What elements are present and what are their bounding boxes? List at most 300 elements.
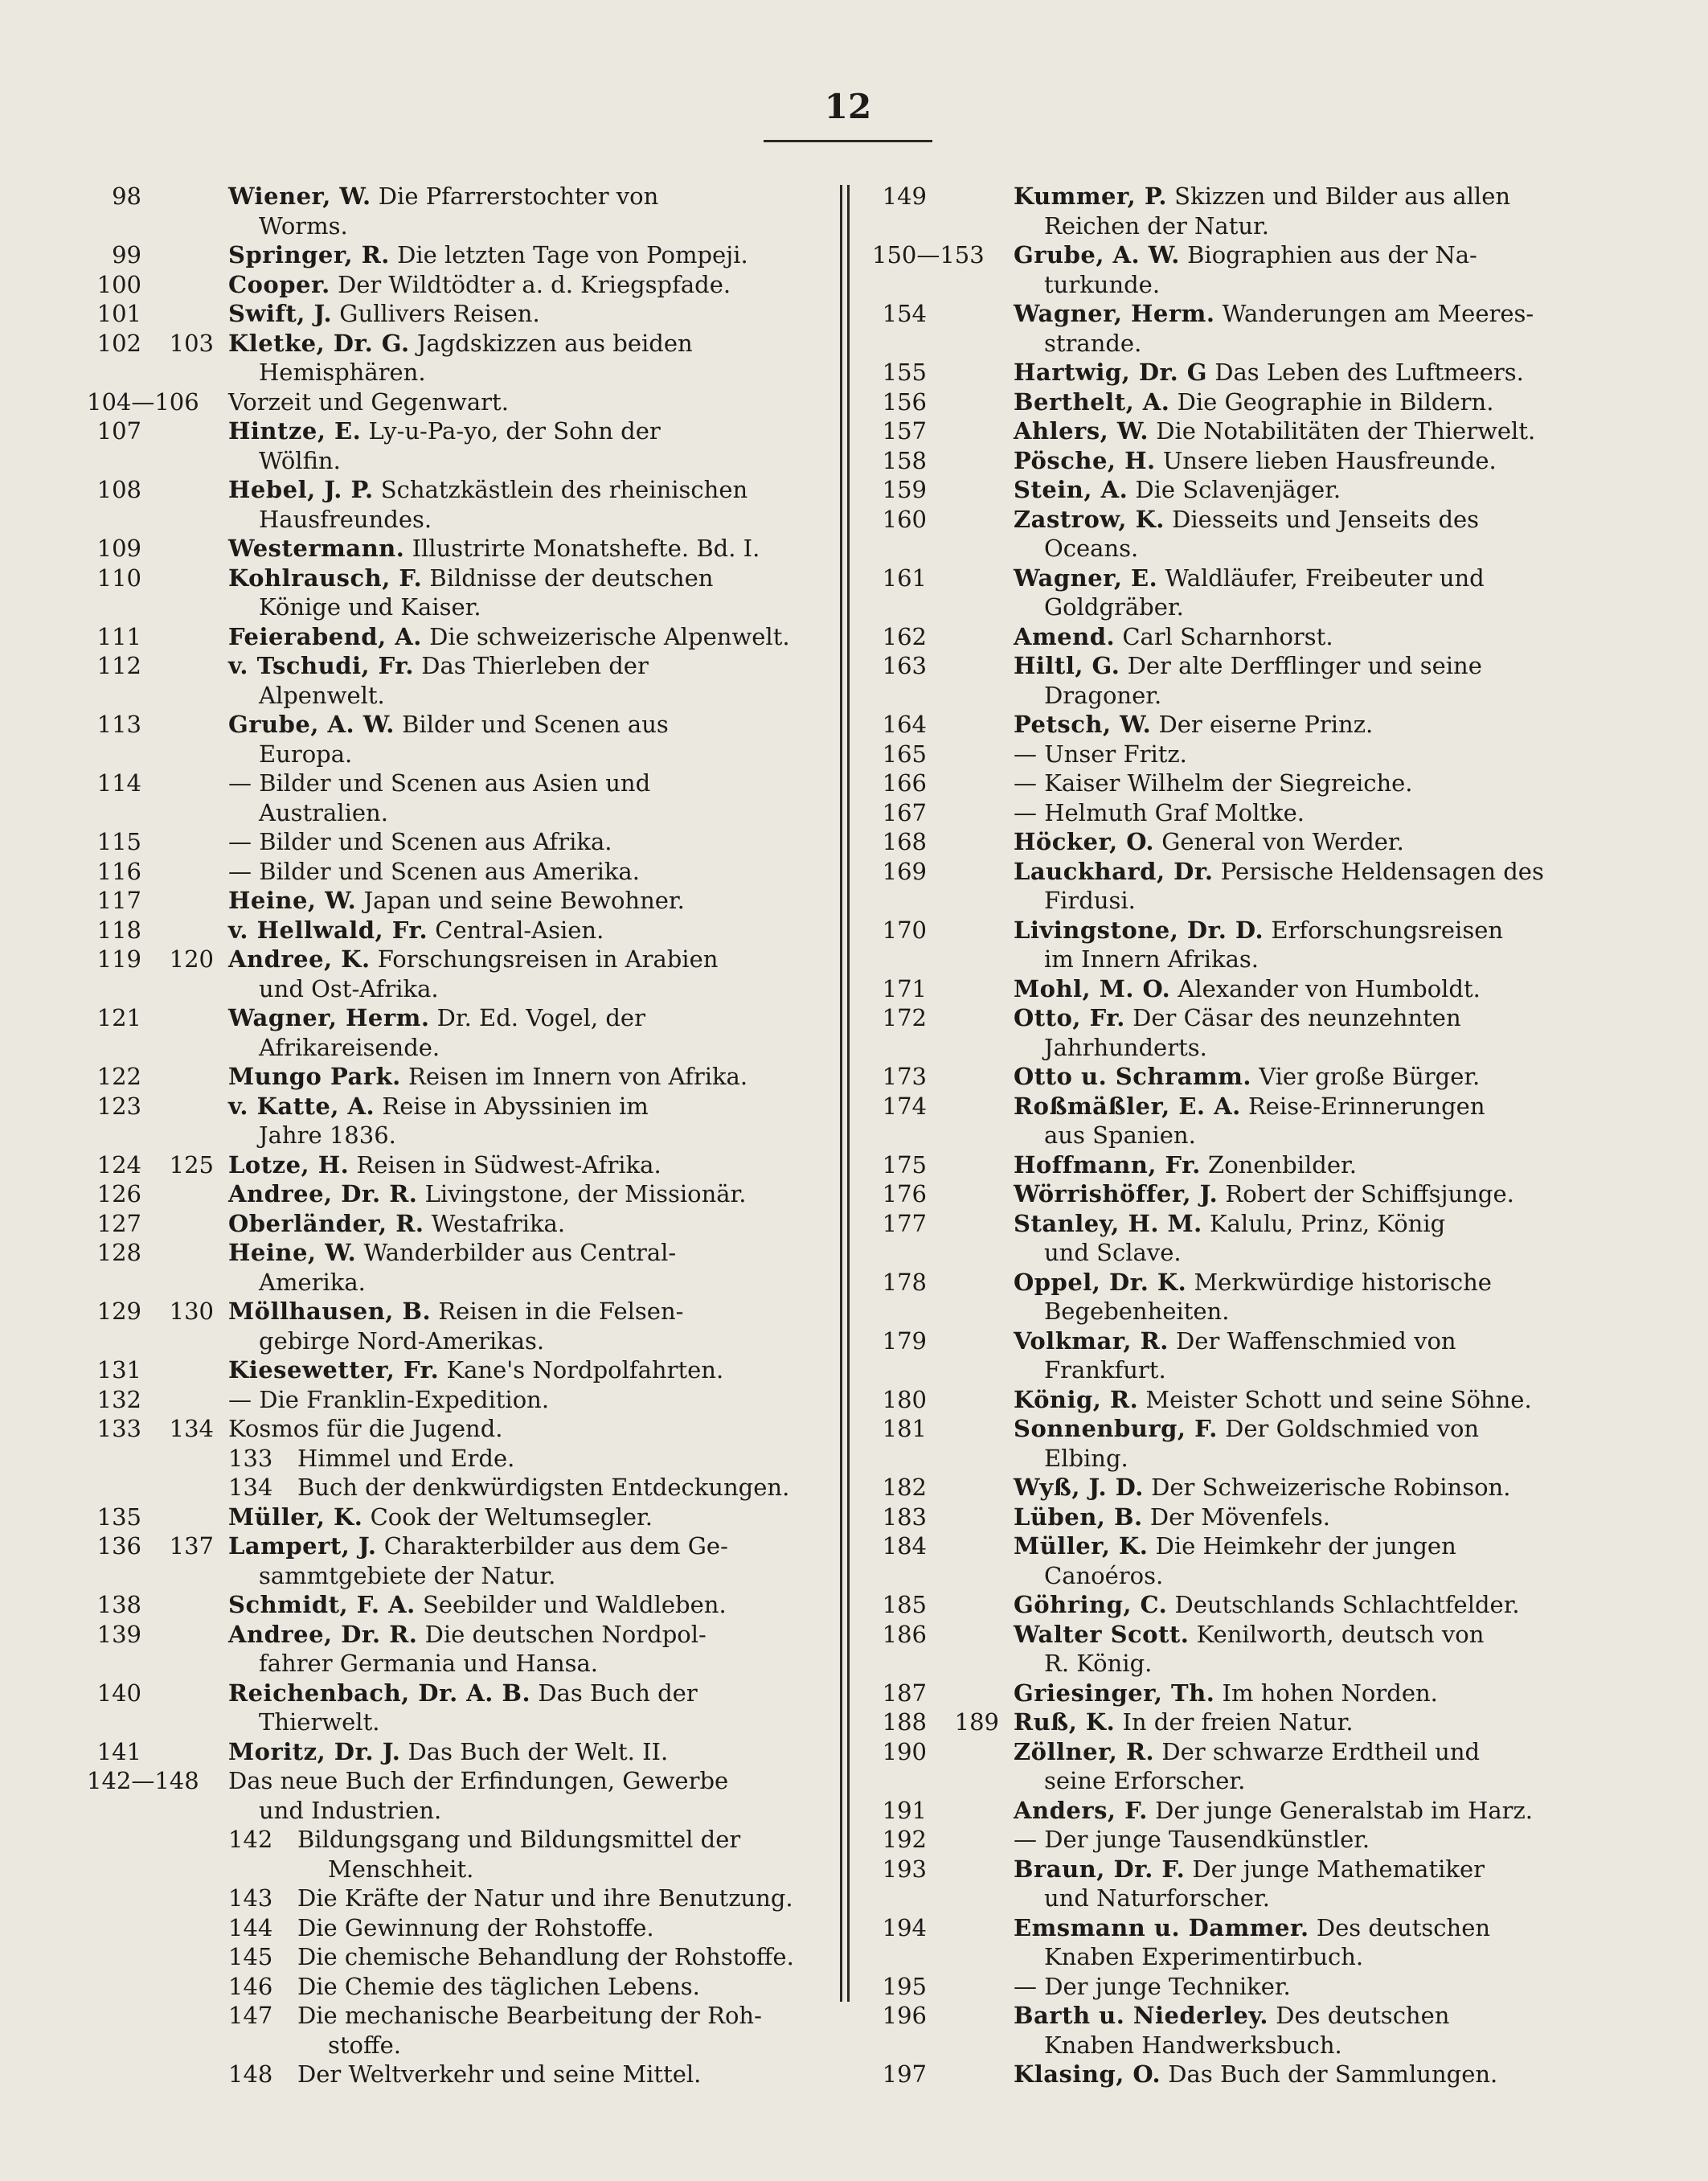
entry-number-cell (87, 1531, 228, 1561)
catalog-entry-line (872, 769, 1626, 798)
entry-number-cell (872, 1972, 1014, 2002)
catalog-entry-line (87, 329, 841, 359)
entry-title-continuation: sammtgebiete der Natur. (259, 1561, 556, 1589)
entry-text (1014, 857, 1626, 887)
entry-author: Griesinger, Th. (1014, 1679, 1215, 1707)
entry-title: Der Cäsar des neunzehnten (1133, 1004, 1461, 1031)
entry-author: Zastrow, K. (1014, 505, 1165, 533)
catalog-entry-line (87, 651, 841, 681)
entry-author: Oberländer, R. (228, 1209, 424, 1237)
entry-title-continuation: Jahrhunderts. (1044, 1033, 1207, 1061)
entry-number-cell (872, 1326, 1014, 1356)
entry-title: Reisen in die Felsen- (438, 1298, 684, 1325)
catalog-entry-line (87, 1766, 841, 1796)
entry-author: Hoffmann, Fr. (1014, 1150, 1201, 1179)
entry-title: Merkwürdige historische (1194, 1268, 1492, 1296)
entry-number: 172 (882, 1004, 927, 1031)
entry-title: Der junge Mathematiker (1192, 1855, 1485, 1883)
entry-title: — Bilder und Scenen aus Amerika. (228, 857, 640, 885)
entry-number: 149 (882, 182, 927, 210)
entry-text (228, 534, 841, 564)
catalog-entry (87, 916, 841, 945)
entry-text (228, 1737, 841, 1767)
entry-number-second: 137 (169, 1532, 214, 1560)
catalog-entry-line (87, 1531, 841, 1561)
entry-number: 110 (96, 564, 141, 592)
catalog-entry (872, 1003, 1626, 1062)
catalog-entry (872, 827, 1626, 857)
entry-author: Klasing, O. (1014, 2060, 1161, 2088)
entry-title: Der Mövenfels. (1149, 1503, 1330, 1531)
entry-number-cell (87, 1092, 228, 1121)
entry-title: Reisen im Innern von Afrika. (408, 1063, 748, 1090)
catalog-entry (872, 1825, 1626, 1855)
catalog-entry-line (872, 416, 1626, 446)
entry-author: Sonnenburg, F. (1014, 1415, 1218, 1442)
catalog-entry-line (87, 1620, 841, 1650)
entry-text (228, 1620, 841, 1650)
entry-number-cell (87, 1503, 228, 1532)
entry-title: Das Buch der (538, 1679, 698, 1707)
entry-title: Erforschungsreisen (1271, 916, 1504, 944)
entry-number-cell (87, 1385, 228, 1415)
entry-number-cell (872, 564, 1014, 593)
entry-number-cell (87, 1150, 228, 1180)
entry-author: Hartwig, Dr. G (1014, 359, 1208, 386)
catalog-entry (872, 1503, 1626, 1532)
catalog-entry (87, 1503, 841, 1532)
entry-author: Oppel, Dr. K. (1014, 1268, 1187, 1296)
catalog-entry (87, 416, 841, 475)
entry-author: Kohlrausch, F. (228, 564, 423, 592)
catalog-entry (872, 182, 1626, 240)
catalog-entry (87, 651, 841, 710)
entry-text (228, 827, 841, 857)
entry-author: Müller, K. (228, 1503, 363, 1531)
entry-title-continuation: Knaben Handwerksbuch. (1044, 2031, 1342, 2059)
entry-author: Andree, K. (228, 945, 371, 973)
entry-number-cell (87, 769, 228, 798)
entry-title-continuation: Firdusi. (1044, 887, 1136, 914)
entry-title-continuation: und Industrien. (259, 1796, 442, 1824)
entry-number-cell (872, 916, 1014, 945)
catalog-entry (872, 1209, 1626, 1268)
entry-title: Vorzeit und Gegenwart. (228, 387, 509, 416)
entry-number: 136 (96, 1532, 141, 1560)
sub-entry-continuation: Menschheit. (328, 1855, 474, 1883)
entry-number: 141 (96, 1737, 141, 1765)
entry-title: Jagdskizzen aus beiden (416, 329, 693, 357)
entry-title-continuation: seine Erforscher. (1044, 1767, 1246, 1794)
entry-number-cell (87, 240, 228, 270)
entry-author: Swift, J. (228, 300, 333, 327)
entry-number: 173 (882, 1063, 927, 1090)
catalog-entry (872, 1092, 1626, 1150)
entry-number: 126 (96, 1180, 141, 1207)
entry-number-cell (872, 358, 1014, 387)
catalog-entry (872, 1150, 1626, 1180)
catalog-entry-line (872, 651, 1626, 681)
entry-title-continuation: Australien. (259, 798, 388, 826)
entry-author: Anders, F. (1014, 1796, 1148, 1824)
entry-number: 127 (96, 1209, 141, 1237)
entry-number-cell (872, 416, 1014, 446)
catalog-entry (872, 1913, 1626, 1972)
entry-title: Persische Heldensagen des (1220, 857, 1544, 885)
entry-number: 177 (882, 1209, 927, 1237)
entry-title-continuation: aus Spanien. (1044, 1121, 1196, 1149)
entry-title: Wanderbilder aus Central- (363, 1239, 677, 1266)
entry-number: 122 (96, 1063, 141, 1090)
catalog-entry (872, 1473, 1626, 1503)
entry-number-cell (872, 857, 1014, 887)
entry-text (1014, 1707, 1626, 1737)
entry-text (228, 1297, 841, 1326)
entry-title: In der freien Natur. (1122, 1708, 1354, 1736)
entry-number-cell (87, 182, 228, 211)
entry-title: Skizzen und Bilder aus allen (1174, 182, 1511, 210)
entry-author: Wörrishöffer, J. (1014, 1180, 1219, 1207)
entry-number-cell (87, 1179, 228, 1209)
entry-number: 115 (96, 828, 141, 855)
catalog-entry (87, 945, 841, 1003)
entry-title: Der eiserne Prinz. (1158, 711, 1374, 738)
entry-number: 142—148 (87, 1767, 199, 1794)
entry-number-cell (872, 1531, 1014, 1561)
entry-author: Wagner, Herm. (1014, 300, 1215, 327)
entry-number-cell (87, 1062, 228, 1092)
entry-author: Wyß, J. D. (1014, 1474, 1144, 1501)
entry-number: 164 (882, 711, 927, 738)
entry-author: Schmidt, F. A. (228, 1591, 416, 1618)
entry-number: 160 (882, 505, 927, 533)
entry-text (228, 857, 841, 887)
entry-number-cell (872, 1473, 1014, 1503)
page-number-rule (764, 140, 932, 142)
catalog-entry-line (872, 1737, 1626, 1767)
entry-title-continuation: Goldgräber. (1044, 593, 1184, 621)
entry-author: Berthelt, A. (1014, 387, 1170, 416)
entry-number-cell (872, 827, 1014, 857)
sub-entry-line (228, 2060, 841, 2089)
entry-text (1014, 1620, 1626, 1650)
catalog-entry-line (872, 1179, 1626, 1209)
sub-entry-number: 143 (228, 1884, 273, 1912)
entry-number-cell (87, 886, 228, 916)
catalog-entry-line (87, 1150, 841, 1180)
catalog-entry-line (87, 1385, 841, 1415)
catalog-entry (872, 505, 1626, 564)
entry-text (228, 1003, 841, 1033)
entry-text (228, 710, 841, 740)
entry-number-cell (872, 798, 1014, 828)
entry-number-cell (872, 1385, 1014, 1415)
entry-number: 178 (882, 1268, 927, 1296)
sub-entry-number: 147 (228, 2002, 273, 2029)
entry-text (228, 1766, 841, 1796)
entry-number: 114 (96, 769, 141, 797)
entry-title: Die Sclavenjäger. (1135, 476, 1341, 503)
entry-number-cell (87, 329, 228, 359)
entry-text (228, 240, 841, 270)
entry-text (1014, 358, 1626, 387)
entry-title: Carl Scharnhorst. (1122, 622, 1333, 650)
entry-author: Hiltl, G. (1014, 652, 1120, 679)
entry-number: 121 (96, 1004, 141, 1031)
entry-number-cell (87, 270, 228, 300)
entry-title-continuation: R. König. (1044, 1650, 1153, 1677)
entry-author: Kletke, Dr. G. (228, 329, 410, 357)
entry-title: Forschungsreisen in Arabien (377, 945, 719, 973)
catalog-entry-line (872, 710, 1626, 740)
entry-number: 169 (882, 857, 927, 885)
entry-text (228, 182, 841, 211)
entry-text (228, 1590, 841, 1620)
entry-number: 124 (96, 1150, 141, 1179)
catalog-entry (872, 416, 1626, 446)
entry-author: Kiesewetter, Fr. (228, 1356, 440, 1384)
entry-number-cell (872, 1679, 1014, 1708)
sub-entry (87, 2001, 841, 2060)
catalog-entry-line (87, 387, 841, 417)
catalog-entry-line (87, 1179, 841, 1209)
entry-number: 162 (882, 622, 927, 650)
entry-author: Andree, Dr. R. (228, 1180, 418, 1207)
entry-title: Das Leben des Luftmeers. (1214, 359, 1524, 386)
entry-number-cell (872, 475, 1014, 505)
entry-number: 133 (96, 1415, 141, 1442)
entry-number: 191 (882, 1796, 927, 1824)
catalog-entry (872, 1268, 1626, 1326)
entry-title-continuation: Hausfreundes. (259, 505, 432, 533)
catalog-entry-line (87, 1209, 841, 1239)
catalog-entry (87, 475, 841, 534)
entry-title: Biographien aus der Na- (1187, 241, 1477, 269)
catalog-entry-line (872, 916, 1626, 945)
sub-entry-number: 134 (228, 1474, 273, 1501)
entry-title-continuation: Amerika. (259, 1268, 366, 1296)
entry-number-cell (87, 622, 228, 652)
entry-number-cell (872, 1268, 1014, 1298)
catalog-entry-line (87, 1679, 841, 1708)
entry-number-cell (87, 651, 228, 681)
entry-text (1014, 1268, 1626, 1298)
sub-entry-number: 145 (228, 1943, 273, 1970)
entry-number: 163 (882, 652, 927, 679)
entry-text (1014, 446, 1626, 476)
entry-text (1014, 798, 1626, 828)
entry-number: 139 (96, 1620, 141, 1648)
entry-number: 196 (882, 2002, 927, 2029)
catalog-entry-line (872, 1972, 1626, 2002)
catalog-entry-line (872, 1855, 1626, 1884)
catalog-entry-line (872, 358, 1626, 387)
catalog-entry-line (872, 1707, 1626, 1737)
catalog-entry-line (872, 1150, 1626, 1180)
entry-number-second: 120 (169, 945, 214, 973)
entry-number-cell (87, 299, 228, 329)
entry-number-cell (872, 1855, 1014, 1884)
entry-number: 104—106 (87, 387, 199, 416)
catalog-entry (87, 1150, 841, 1180)
entry-number: 182 (882, 1474, 927, 1501)
entry-text (228, 886, 841, 916)
entry-title: Alexander von Humboldt. (1178, 974, 1481, 1002)
entry-title: — Die Franklin-Expedition. (228, 1385, 550, 1413)
catalog-entry-line (87, 1737, 841, 1767)
entry-title-continuation: Reichen der Natur. (1044, 211, 1269, 240)
entry-title: Der junge Generalstab im Harz. (1155, 1796, 1534, 1824)
entry-author: Cooper. (228, 270, 330, 298)
catalog-entry (872, 857, 1626, 916)
sub-entry-line (228, 1884, 841, 1913)
sub-entry-title: Die mechanische Bearbeitung der Roh- (297, 2002, 762, 2029)
entry-number: 117 (96, 887, 141, 914)
entry-author: Westermann. (228, 535, 405, 562)
entry-title: Unsere lieben Hausfreunde. (1162, 446, 1497, 474)
entry-number: 112 (96, 652, 141, 679)
entry-number: 113 (96, 711, 141, 738)
entry-number: 132 (96, 1385, 141, 1413)
entry-title-continuation: Canoéros. (1044, 1561, 1164, 1589)
entry-title-continuation: Dragoner. (1044, 681, 1162, 709)
entry-text (1014, 1385, 1626, 1415)
entry-number: 175 (882, 1150, 927, 1179)
entry-number-cell (872, 1003, 1014, 1033)
entry-number: 156 (882, 387, 927, 416)
entry-title-continuation: Hemisphären. (259, 359, 426, 386)
entry-title: — Unser Fritz. (1014, 740, 1187, 768)
entry-author: Reichenbach, Dr. A. B. (228, 1679, 531, 1707)
catalog-entry (872, 1855, 1626, 1913)
entry-number: 135 (96, 1503, 141, 1531)
entry-title-continuation: Europa. (259, 740, 353, 768)
entry-number: 140 (96, 1679, 141, 1707)
entry-title-continuation: und Ost-Afrika. (259, 974, 439, 1002)
entry-title-continuation: Afrikareisende. (259, 1033, 440, 1061)
catalog-entry-line (87, 1355, 841, 1385)
entry-text (1014, 1825, 1626, 1855)
entry-number: 157 (882, 417, 927, 445)
entry-text (228, 1679, 841, 1708)
entry-number: 119 (96, 945, 141, 973)
catalog-entry-line (872, 1092, 1626, 1121)
catalog-entry-line (87, 182, 841, 211)
entry-number: 193 (882, 1855, 927, 1883)
catalog-entry-line (87, 270, 841, 300)
catalog-entry-line (87, 1414, 841, 1444)
entry-title-continuation: turkunde. (1044, 270, 1161, 298)
catalog-entry (872, 916, 1626, 974)
entry-author: Göhring, C. (1014, 1591, 1168, 1618)
catalog-entry (872, 1620, 1626, 1679)
entry-number-cell (872, 1062, 1014, 1092)
entry-author: v. Tschudi, Fr. (228, 652, 414, 679)
sub-entry-line (228, 1972, 841, 2002)
entry-number: 186 (882, 1620, 927, 1648)
sub-entry (87, 1884, 841, 1913)
entry-title: Ly-u-Pa-yo, der Sohn der (368, 417, 661, 445)
entry-author: Hebel, J. P. (228, 476, 374, 503)
entry-number: 166 (882, 769, 927, 797)
catalog-entry-line (872, 1796, 1626, 1826)
entry-author: Stanley, H. M. (1014, 1209, 1202, 1237)
entry-number: 188 (882, 1708, 927, 1736)
catalog-entry-line (87, 299, 841, 329)
entry-number: 123 (96, 1092, 141, 1120)
entry-number: 102 (96, 329, 141, 357)
entry-number: 150—153 (872, 241, 985, 269)
entry-number: 174 (882, 1092, 927, 1120)
entry-number-cell (87, 1297, 228, 1326)
entry-number: 138 (96, 1591, 141, 1618)
entry-number-second: 134 (169, 1415, 214, 1442)
entry-author: Grube, A. W. (1014, 241, 1180, 269)
entry-text (1014, 1503, 1626, 1532)
entry-title: — Der junge Techniker. (1014, 1972, 1291, 2000)
entry-title: Zonenbilder. (1208, 1150, 1357, 1179)
sub-entry (87, 1825, 841, 1884)
entry-number: 161 (882, 564, 927, 592)
entry-number: 167 (882, 798, 927, 826)
entry-title: Waldläufer, Freibeuter und (1165, 564, 1485, 592)
entry-title: Der alte Derfflinger und seine (1127, 652, 1482, 679)
entry-text (228, 651, 841, 681)
entry-author: v. Katte, A. (228, 1092, 375, 1120)
entry-text (228, 1414, 841, 1444)
catalog-entry-line (872, 827, 1626, 857)
catalog-entry-line (872, 299, 1626, 329)
entry-title: Cook der Weltumsegler. (370, 1503, 653, 1531)
entry-number-cell (87, 827, 228, 857)
entry-number: 131 (96, 1356, 141, 1384)
catalog-entry (87, 827, 841, 857)
catalog-entry (872, 622, 1626, 652)
entry-title: Robert der Schiffsjunge. (1225, 1180, 1514, 1207)
catalog-entry-line (872, 240, 1626, 270)
entry-number-cell (87, 1355, 228, 1385)
entry-text (1014, 916, 1626, 945)
entry-number-cell (87, 1238, 228, 1268)
catalog-entry-line (872, 1385, 1626, 1415)
entry-text (228, 1531, 841, 1561)
entry-title: Die Geographie in Bildern. (1177, 387, 1494, 416)
entry-number: 118 (96, 916, 141, 944)
entry-text (228, 475, 841, 505)
catalog-entry-line (87, 1092, 841, 1121)
catalog-entry (872, 1679, 1626, 1708)
entry-title-continuation: Thierwelt. (259, 1708, 380, 1736)
entry-author: Mohl, M. O. (1014, 974, 1171, 1002)
sub-entry-title: Der Weltverkehr und seine Mittel. (297, 2060, 702, 2088)
catalog-entry-line (87, 1062, 841, 1092)
catalog-entry (87, 270, 841, 300)
catalog-entry (87, 534, 841, 564)
catalog-entry (872, 651, 1626, 710)
page-number: 12 (824, 87, 872, 126)
entry-title: Im hohen Norden. (1222, 1679, 1438, 1707)
entry-text (1014, 740, 1626, 769)
entry-author: Volkmar, R. (1014, 1326, 1169, 1355)
entry-author: Emsmann u. Dammer. (1014, 1913, 1309, 1941)
entry-title: Der schwarze Erdtheil und (1161, 1737, 1481, 1765)
catalog-entry (87, 1385, 841, 1415)
entry-number-cell (872, 974, 1014, 1004)
catalog-entry-line (872, 505, 1626, 535)
catalog-entry-line (87, 416, 841, 446)
entry-author: Andree, Dr. R. (228, 1620, 418, 1648)
entry-number-cell (872, 769, 1014, 798)
